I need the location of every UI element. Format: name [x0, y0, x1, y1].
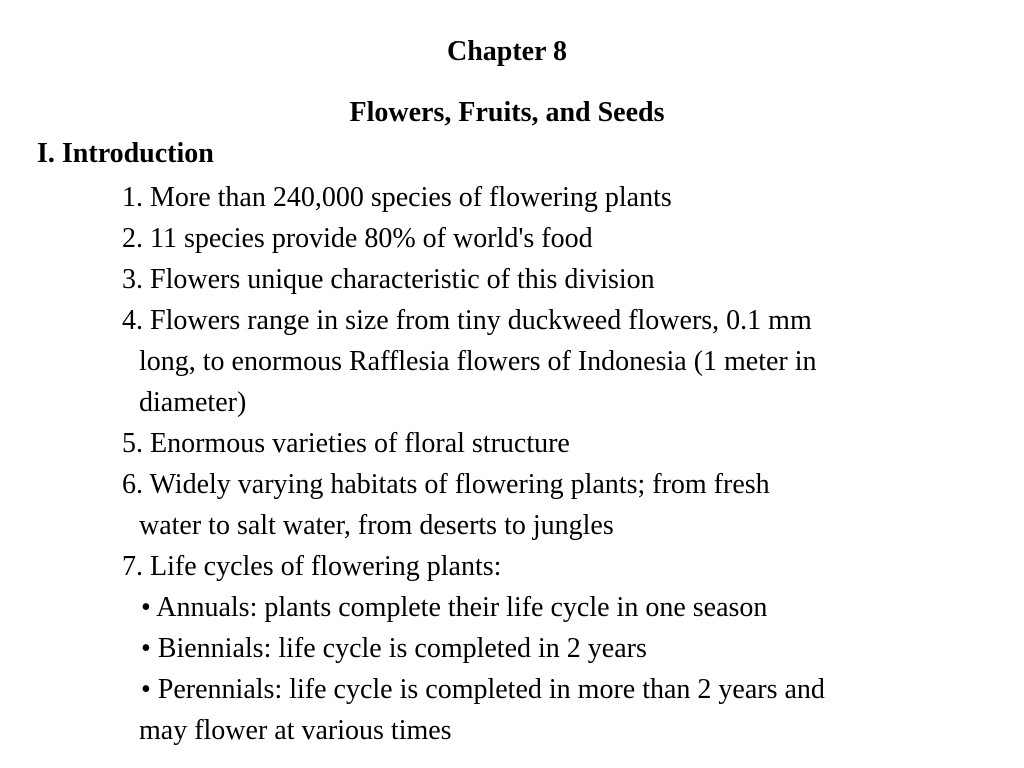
chapter-heading: Chapter 8: [446, 36, 568, 67]
list-item: 1. More than 240,000 species of flowering plants: [122, 182, 672, 213]
list-item: 6. Widely varying habitats of flowering plants; from fresh: [122, 469, 770, 500]
section-heading: I. Introduction: [37, 138, 214, 169]
item-list: [122, 177, 1002, 751]
bullet-item-continuation: may flower at various times: [139, 715, 452, 746]
list-item-continuation: diameter): [139, 387, 247, 418]
list-item: 5. Enormous varieties of floral structure: [122, 428, 570, 459]
bullet-item: • Annuals: plants complete their life cycle in one season: [141, 592, 768, 623]
list-item: 3. Flowers unique characteristic of this division: [122, 264, 655, 295]
list-item: 7. Life cycles of flowering plants:: [122, 551, 502, 582]
list-item: 4. Flowers range in size from tiny duckweed flowers, 0.1 mm: [122, 305, 812, 336]
page-title: Flowers, Fruits, and Seeds: [349, 97, 665, 128]
list-item: 2. 11 species provide 80% of world's food: [122, 223, 593, 254]
bullet-item: • Biennials: life cycle is completed in 2 years: [141, 633, 647, 664]
list-item-continuation: water to salt water, from deserts to jungles: [139, 510, 614, 541]
bullet-item: • Perennials: life cycle is completed in more than 2 years and: [141, 674, 825, 705]
list-item-continuation: long, to enormous Rafflesia flowers of Indonesia (1 meter in: [139, 346, 817, 377]
